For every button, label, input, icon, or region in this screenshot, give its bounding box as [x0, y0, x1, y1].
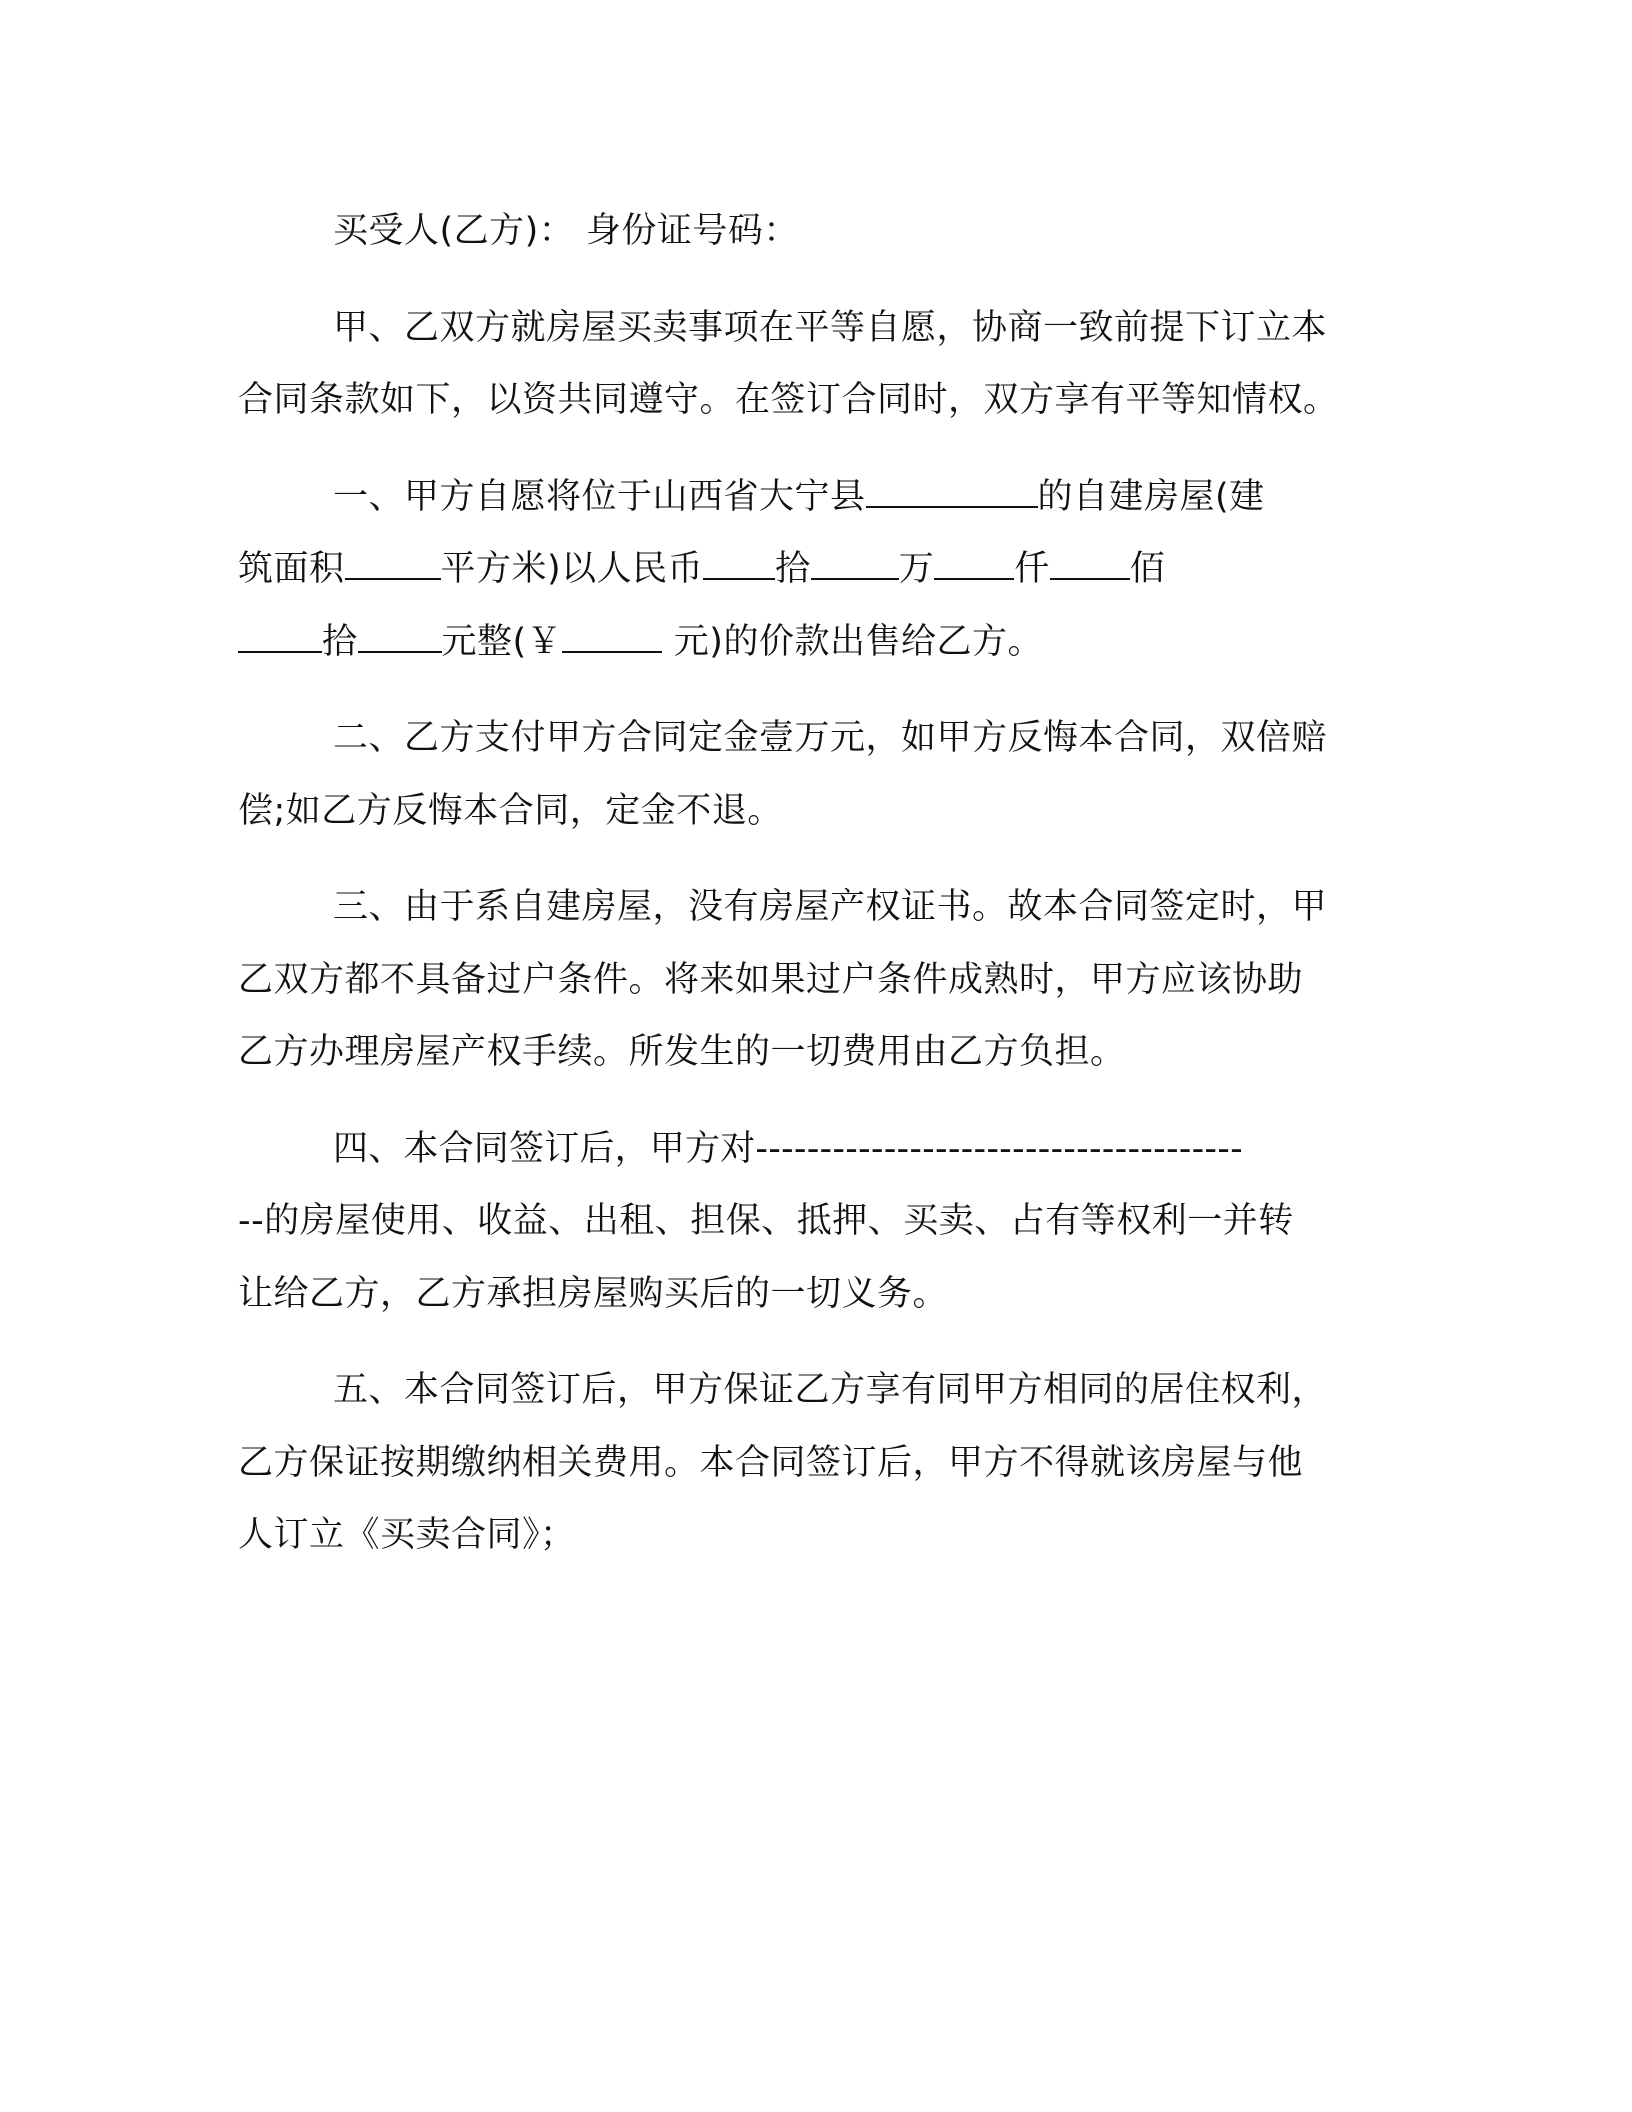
amount-bai-blank[interactable] [1050, 550, 1130, 580]
clause-2-line-2: 偿;如乙方反悔本合同，定金不退。 [238, 790, 783, 831]
clause-1-ending-text: 元)的价款出售给乙方。 [662, 621, 1043, 662]
unit-bai: 佰 [1129, 549, 1166, 589]
clause-3-line-3: 乙方办理房屋产权手续。所发生的一切费用由乙方负担。 [238, 1032, 1126, 1072]
buyer-line-text: 买受人(乙方)： 身份证号码： [333, 211, 799, 251]
amount-shi-wan-blank[interactable] [703, 550, 775, 580]
unit-yuan-zheng: 元整(￥ [441, 621, 563, 662]
area-blank[interactable] [345, 550, 441, 580]
clause-5-paragraph [238, 1354, 1398, 1572]
amount-wan-blank[interactable] [811, 550, 899, 580]
clause-3-line-2: 乙双方都不具备过户条件。将来如果过户条件成熟时，甲方应该协助 [238, 959, 1304, 1000]
clause-1-line-2 [238, 533, 1398, 606]
clause-4-line-3: 让给乙方，乙方承担房屋购买后的一切义务。 [238, 1273, 949, 1314]
amount-yuan-blank[interactable] [358, 623, 442, 653]
clause-1-location-text: 一、甲方自愿将位于山西省大宁县 [333, 476, 866, 517]
preamble-paragraph [238, 292, 1398, 437]
area-label: 筑面积 [238, 549, 345, 589]
unit-shi-2: 拾 [322, 621, 358, 662]
buyer-info-line [238, 195, 1398, 268]
clause-4-line-1: 四、本合同签订后，甲方对-------------------------------------- [333, 1128, 1243, 1169]
contract-page [238, 195, 1398, 1596]
clause-5-line-3: 人订立《买卖合同》； [238, 1515, 576, 1555]
clause-3-line-1: 三、由于系自建房屋，没有房屋产权证书。故本合同签定时，甲 [333, 887, 1328, 927]
clause-1-paragraph [238, 461, 1398, 679]
preamble-line-2: 合同条款如下，以资共同遵守。在签订合同时，双方享有平等知情权。 [238, 380, 1339, 420]
clause-2-paragraph [238, 702, 1398, 847]
location-blank[interactable] [866, 478, 1038, 508]
clause-1-house-text: 的自建房屋(建 [1037, 476, 1265, 517]
amount-shi-blank[interactable] [238, 623, 322, 653]
clause-4-line-2: --的房屋使用、收益、出租、担保、抵押、买卖、占有等权利一并转 [238, 1201, 1294, 1241]
preamble-line-1: 甲、乙双方就房屋买卖事项在平等自愿，协商一致前提下订立本 [333, 307, 1328, 348]
clause-5-line-1: 五、本合同签订后，甲方保证乙方享有同甲方相同的居住权利， [333, 1370, 1328, 1410]
area-unit-label: 平方米)以人民币 [440, 549, 704, 589]
unit-wan: 万 [898, 549, 935, 589]
unit-qian: 仟 [1014, 549, 1050, 589]
amount-figures-blank[interactable] [562, 623, 662, 653]
clause-1-line-3 [238, 606, 1398, 679]
clause-5-line-2: 乙方保证按期缴纳相关费用。本合同签订后，甲方不得就该房屋与他 [238, 1442, 1304, 1483]
amount-qian-blank[interactable] [934, 550, 1014, 580]
clause-4-paragraph [238, 1113, 1398, 1331]
clause-1-line-1 [238, 461, 1398, 534]
clause-3-paragraph [238, 871, 1398, 1089]
clause-2-line-1: 二、乙方支付甲方合同定金壹万元，如甲方反悔本合同，双倍赔 [333, 718, 1328, 758]
unit-shi-1: 拾 [775, 549, 811, 589]
